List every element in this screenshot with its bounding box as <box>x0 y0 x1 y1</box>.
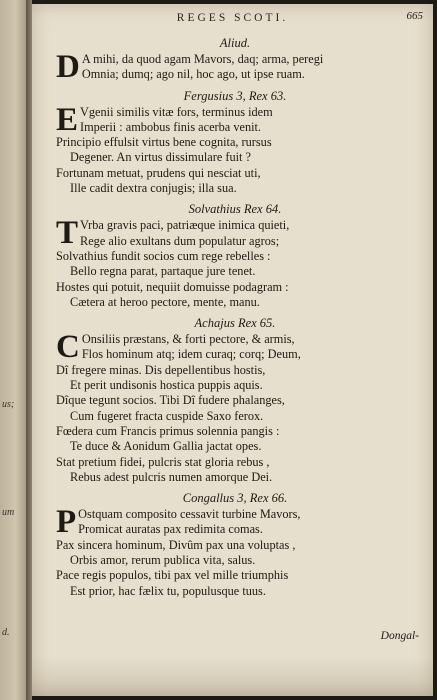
verse-line: Dî fregere minas. Dis depellentibus hostis, <box>56 362 266 377</box>
verse-line: Bello regna parat, partaque jure tenet. <box>70 264 256 279</box>
verse-line: Te duce & Aonidum Gallia jactat opes. <box>70 439 262 454</box>
page-number: 665 <box>406 10 423 22</box>
verse-line: Principio effulsit virtus bene cognita, rursus <box>56 135 272 150</box>
stanza <box>56 215 414 310</box>
verse-line: Fœdera cum Francis primus solennia pangis : <box>56 423 280 438</box>
section-title: Congallus 3, Rex 66. <box>182 491 288 506</box>
drop-cap: P <box>56 504 77 541</box>
section-title: Solvathius Rex 64. <box>188 202 282 217</box>
verse-line: Stat pretium fidei, pulcris stat gloria rebus , <box>56 454 270 469</box>
book-page <box>32 4 433 696</box>
verse-line: Vrba gravis paci, patriæque inimica quieti, <box>80 218 290 233</box>
poem-body <box>56 30 414 599</box>
verse-line: Et perit undisonis hostica puppis aquis. <box>70 378 263 393</box>
page-shadow <box>32 656 433 696</box>
verse-line: Onsiliis præstans, & forti pectore, & armis, <box>81 332 295 347</box>
section-title: Fergusius 3, Rex 63. <box>183 88 287 103</box>
verse-line: Ille cadit dextra conjugis; illa sua. <box>70 181 237 196</box>
verse-line: Imperii : ambobus finis acerba venit. <box>80 119 261 134</box>
verse-line: A mihi, da quod agam Mavors, daq; arma, peregi <box>81 52 324 66</box>
verse-line: Rebus adest pulcris numen amorque Dei. <box>70 469 273 484</box>
verse-line: Vgenii similis vitæ fors, terminus idem <box>80 104 273 119</box>
verse-line: Ostquam composito cessavit turbine Mavors, <box>78 507 301 522</box>
verse-line: Flos hominum atq; idem curaq; corq; Deum, <box>81 347 301 362</box>
verse-line: Est prior, hac fælix tu, populusque tuus. <box>70 583 266 598</box>
verse-line: Promicat auratas pax redimita comas. <box>78 522 263 537</box>
verse-line: Omnia; dumq; ago nil, hoc ago, ut ipse ruam. <box>81 67 305 82</box>
section-title: Achajus Rex 65. <box>194 316 276 331</box>
catchword: Dongal- <box>380 630 419 642</box>
stanza <box>56 101 414 197</box>
verse-line: Cum fugeret fracta cuspide Saxo ferox. <box>70 408 264 423</box>
verse-line: Hostes qui potuit, nequiit domuisse podagram : <box>56 279 289 294</box>
verse-line: Solvathius fundit socios cum rege rebelles : <box>56 248 271 263</box>
prev-page-fragment: us; <box>2 399 15 410</box>
verse-line: Fortunam metuat, prudens qui nesciat uti, <box>56 165 261 180</box>
drop-cap: D <box>56 49 80 85</box>
verse-line: Orbis amor, rerum publica vita, salus. <box>70 553 256 568</box>
drop-cap: C <box>56 329 80 366</box>
prev-page-fragment: um <box>2 507 15 518</box>
running-title: REGES SCOTI. <box>176 12 289 24</box>
verse-line: Cætera at heroo pectore, mente, manu. <box>70 294 260 309</box>
verse-line: Rege alio exultans dum populatur agros; <box>80 233 280 248</box>
stanza <box>56 49 414 85</box>
verse-line: Dîque tegunt socios. Tibi Dî fudere phalanges, <box>56 393 285 408</box>
verse-line: Degener. An virtus dissimulare fuit ? <box>70 150 252 165</box>
verse-line: Pax sincera hominum, Divûm pax una voluptas , <box>56 537 296 552</box>
drop-cap: E <box>56 101 79 138</box>
drop-cap: T <box>56 215 79 252</box>
section-title: Aliud. <box>219 36 251 50</box>
stanza <box>56 504 414 599</box>
verse-line: Pace regis populos, tibi pax vel mille triumphis <box>56 568 289 583</box>
prev-page-fragment: d. <box>2 627 10 638</box>
previous-page-edge <box>0 0 26 700</box>
stanza <box>56 329 414 485</box>
